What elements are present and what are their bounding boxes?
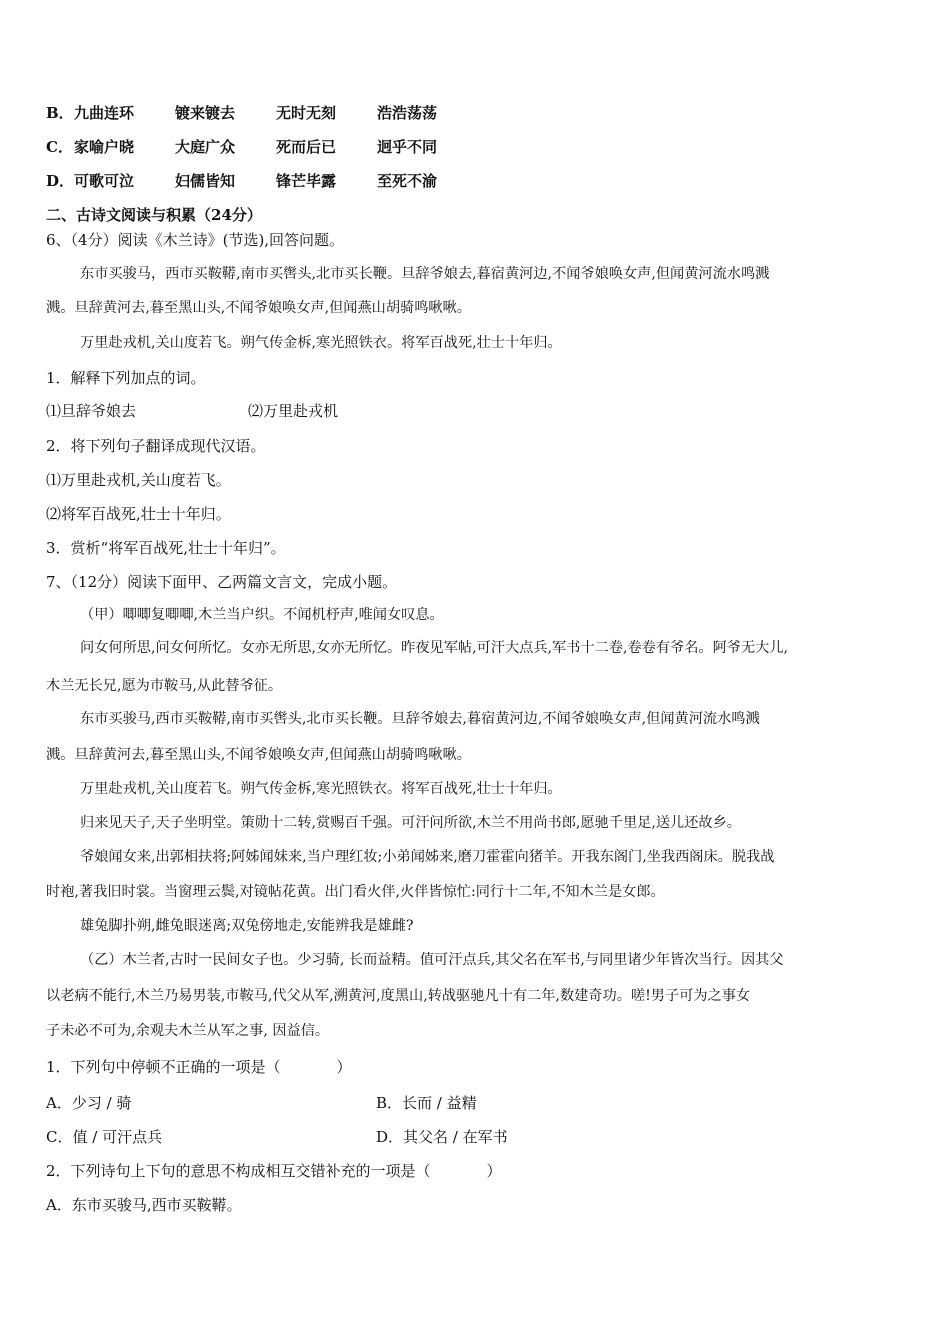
option-c: C．值 / 可汗点兵 bbox=[46, 1128, 163, 1146]
passage-line: 万里赴戎机,关山度若飞。朔气传金柝,寒光照铁衣。将军百战死,壮士十年归。 bbox=[80, 335, 562, 351]
passage-line: 溅。旦辞黄河去,暮至黑山头,不闻爷娘唤女声,但闻燕山胡骑鸣啾啾。 bbox=[46, 747, 471, 763]
q6-sub3: 3．赏析“将军百战死,壮士十年归”。 bbox=[46, 539, 286, 557]
passage-line: 爷娘闻女来,出郭相扶将;阿姊闻妹来,当户理红妆;小弟闻姊来,磨刀霍霍向猪羊。开我东阁门,坐我西阁床。脱我战 bbox=[80, 849, 775, 865]
choice-letter: D． bbox=[46, 172, 75, 190]
choice-item: 镀来镀去 bbox=[175, 104, 236, 122]
choice-item: 大庭广众 bbox=[175, 138, 236, 156]
q7-sub2 bbox=[46, 1161, 502, 1181]
choice-item: 无时无刻 bbox=[276, 104, 337, 122]
option-b: B．长而 / 益精 bbox=[376, 1094, 477, 1112]
choice-letter: C． bbox=[46, 138, 73, 156]
choice-letter: B． bbox=[46, 104, 74, 122]
choice-row-b bbox=[46, 103, 437, 123]
passage-line: 时袍,著我旧时裳。当窗理云鬓,对镜帖花黄。出门看火伴,火伴皆惊忙:同行十二年,不知木兰是女郎。 bbox=[46, 884, 665, 900]
passage-line: 东市买骏马，西市买鞍鞯,南市买辔头,北市买长鞭。旦辞爷娘去,暮宿黄河边,不闻爷娘唤女声,但闻黄河流水鸣溅 bbox=[80, 266, 770, 282]
q7-sub2-close: ） bbox=[486, 1162, 502, 1180]
choice-item: 锋芒毕露 bbox=[276, 172, 337, 190]
passage-line: 雄兔脚扑朔,雌兔眼迷离;双兔傍地走,安能辨我是雄雌? bbox=[80, 918, 414, 934]
passage-line: 木兰无长兄,愿为市鞍马,从此替爷征。 bbox=[46, 678, 283, 694]
q6-sub2-b: ⑵将军百战死,壮士十年归。 bbox=[46, 505, 231, 523]
q7-sub1-close: ） bbox=[336, 1058, 352, 1076]
passage-line: 子未必不可为,余观夫木兰从军之事, 因益信。 bbox=[46, 1023, 330, 1039]
question-7-heading: 7、（12分）阅读下面甲、乙两篇文言文，完成小题。 bbox=[46, 573, 398, 591]
q6-sub1-a: ⑴旦辞爷娘去 bbox=[46, 402, 137, 420]
option-d: D．其父名 / 在军书 bbox=[376, 1128, 508, 1146]
passage-line: 东市买骏马,西市买鞍鞯,南市买辔头,北市买长鞭。旦辞爷娘去,暮宿黄河边,不闻爷娘唤女声,但闻黄河流水鸣溅 bbox=[80, 711, 760, 727]
choice-item: 家喻户晓 bbox=[74, 138, 135, 156]
passage-line: 溅。旦辞黄河去,暮至黑山头,不闻爷娘唤女声,但闻燕山胡骑鸣啾啾。 bbox=[46, 300, 471, 316]
passage-line: 归来见天子,天子坐明堂。策勋十二转,赏赐百千强。可汗问所欲,木兰不用尚书郎,愿驰千里足,送儿还故乡。 bbox=[80, 815, 741, 831]
choice-item: 死而后已 bbox=[276, 138, 337, 156]
q7-sub2-text: 2．下列诗句上下句的意思不构成相互交错补充的一项是（ bbox=[46, 1162, 431, 1180]
choice-item: 迥乎不同 bbox=[377, 138, 438, 156]
passage-line: （乙）木兰者,古时一民间女子也。少习骑, 长而益精。值可汗点兵,其父名在军书,与同里诸少年皆次当行。因其父 bbox=[80, 952, 784, 968]
section-title: 二、古诗文阅读与积累（24分） bbox=[46, 206, 262, 224]
choice-row-d bbox=[46, 171, 437, 191]
option-a: A．东市买骏马,西市买鞍鞯。 bbox=[46, 1196, 242, 1214]
q6-sub2-a: ⑴万里赴戎机,关山度若飞。 bbox=[46, 471, 231, 489]
choice-item: 可歌可泣 bbox=[74, 172, 135, 190]
q6-sub1: 1．解释下列加点的词。 bbox=[46, 369, 206, 387]
q6-sub2: 2．将下列句子翻译成现代汉语。 bbox=[46, 437, 266, 455]
question-6-heading: 6、（4分）阅读《木兰诗》(节选),回答问题。 bbox=[46, 231, 345, 249]
q7-sub1-text: 1．下列句中停顿不正确的一项是（ bbox=[46, 1058, 281, 1076]
option-a: A．少习 / 骑 bbox=[46, 1094, 132, 1112]
q6-sub1-b: ⑵万里赴戎机 bbox=[248, 402, 339, 420]
choice-item: 至死不渝 bbox=[377, 172, 438, 190]
passage-line: 以老病不能行,木兰乃易男装,市鞍马,代父从军,溯黄河,度黑山,转战驱驰凡十有二年,数建奇功。嗟!男子可为之事女 bbox=[46, 988, 751, 1004]
choice-item: 妇儒皆知 bbox=[175, 172, 236, 190]
choice-item: 九曲连环 bbox=[74, 104, 135, 122]
choice-item: 浩浩荡荡 bbox=[377, 104, 438, 122]
passage-line: （甲）唧唧复唧唧,木兰当户织。不闻机杼声,唯闻女叹息。 bbox=[80, 607, 444, 623]
choice-row-c bbox=[46, 137, 437, 157]
q7-sub1 bbox=[46, 1057, 352, 1077]
passage-line: 万里赴戎机,关山度若飞。朔气传金柝,寒光照铁衣。将军百战死,壮士十年归。 bbox=[80, 781, 562, 797]
passage-line: 问女何所思,问女何所忆。女亦无所思,女亦无所忆。昨夜见军帖,可汗大点兵,军书十二卷,卷卷有爷名。阿爷无大儿, bbox=[80, 640, 789, 656]
